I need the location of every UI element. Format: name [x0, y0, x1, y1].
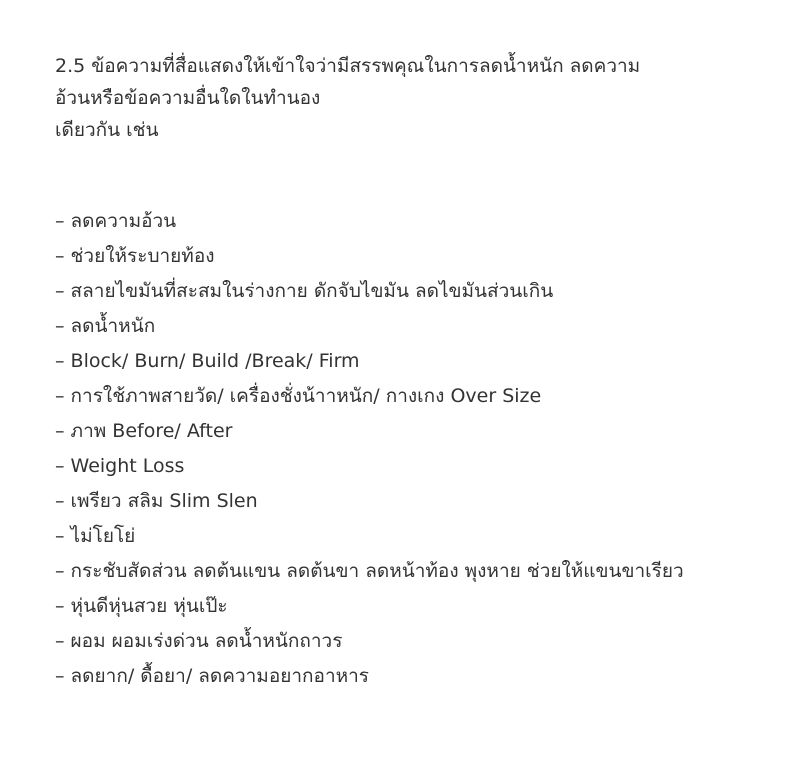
section-heading — [55, 50, 755, 146]
list-item: – ลดน้ำหนัก — [55, 315, 156, 337]
list-item: – กระชับสัดส่วน ลดต้นแขน ลดต้นขา ลดหน้าท้อง พุงหาย ช่วยให้แขนขาเรียว — [55, 560, 684, 582]
document-body — [55, 50, 755, 694]
spacer — [55, 146, 755, 204]
list-item: – การใช้ภาพสายวัด/ เครื่องชั่งน้าาหนัก/ กางเกง Over Size — [55, 385, 542, 407]
example-list — [55, 204, 755, 694]
list-item: – สลายไขมันที่สะสมในร่างกาย ดักจับไขมัน ลดไขมันส่วนเกิน — [55, 280, 554, 302]
list-item: – ลดยาก/ ดื้อยา/ ลดความอยากอาหาร — [55, 665, 370, 687]
list-item: – ภาพ Before/ After — [55, 420, 233, 442]
list-item: – เพรียว สลิม Slim Slen — [55, 490, 258, 512]
list-item: – หุ่นดีหุ่นสวย หุ่นเป๊ะ — [55, 595, 228, 617]
heading-line-2: อ้วนหรือข้อความอื่นใดในทำนอง — [55, 87, 321, 109]
list-item: – Block/ Burn/ Build /Break/ Firm — [55, 350, 360, 372]
list-item: – ช่วยให้ระบายท้อง — [55, 245, 215, 267]
list-item: – Weight Loss — [55, 455, 185, 477]
list-item: – ไม่โยโย่ — [55, 525, 136, 547]
heading-line-1: 2.5 ข้อความที่สื่อแสดงให้เข้าใจว่ามีสรรพคุณในการลดน้ำหนัก ลดความ — [55, 55, 641, 77]
list-item: – ผอม ผอมเร่งด่วน ลดน้ำหนักถาวร — [55, 630, 343, 652]
list-item: – ลดความอ้วน — [55, 210, 177, 232]
heading-line-3: เดียวกัน เช่น — [55, 119, 159, 141]
